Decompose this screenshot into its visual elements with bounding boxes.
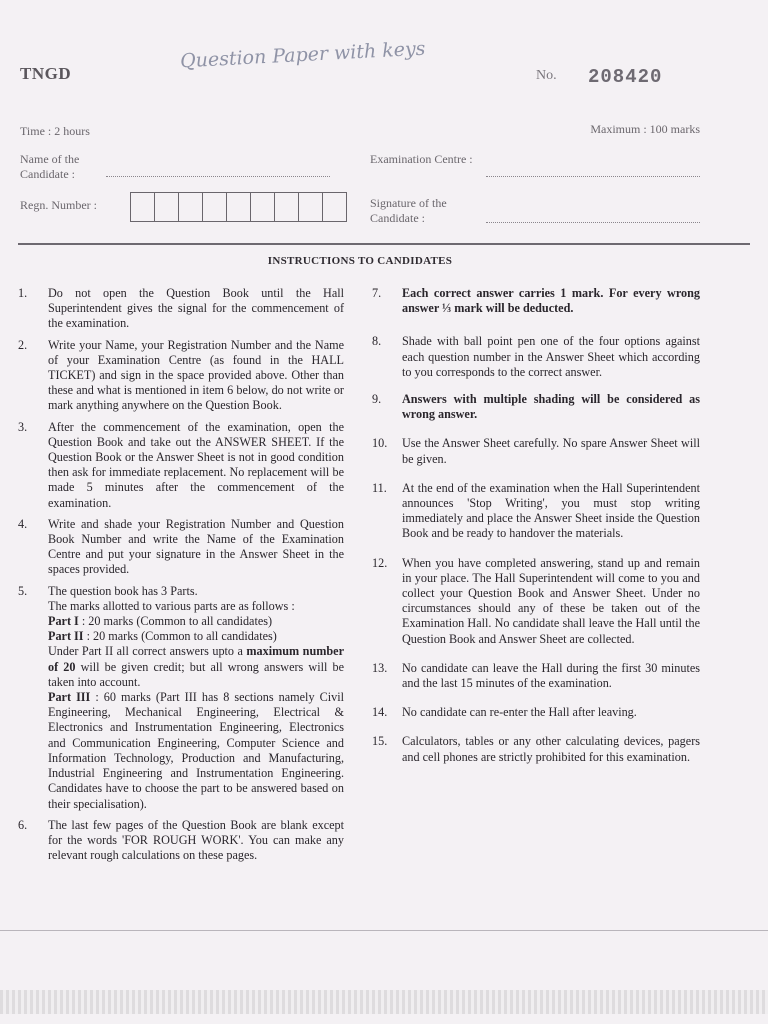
regn-digit-box[interactable]: [203, 193, 227, 221]
exam-centre-field[interactable]: [486, 176, 700, 177]
signature-label: Signature of the Candidate :: [370, 196, 447, 225]
instruction-item: 12. When you have completed answering, stand up and remain in your place. The Hall Superintendent will come to you and collect your Question Book and Answer Sheet. Under no circumstances should any of these be taken out of the Examination Hall. No candidate shall leave the Hall until the Question Book and Answer Sheet are collected.: [372, 555, 700, 646]
instruction-item: 15. Calculators, tables or any other calculating devices, pagers and cell phones are strictly prohibited for this examination.: [372, 734, 700, 764]
maximum-marks: Maximum : 100 marks: [590, 122, 700, 136]
name-label: Name of the Candidate :: [20, 152, 80, 181]
instruction-item-parts: 5. The question book has 3 Parts. The marks allotted to various parts are as follows : Part I : 20 marks (Common to all candidates) Part II : 20 marks (Common to all candidates) Under Part II all correct answers upto a maximum number of 20 will be given credit; but all wrong answers will be taken into account. Part III : 60 marks (Part III has 8 sections namely Civil Engineering, Mechanical Engineering, Electrical & Electronics and Instrumentation Engineering, Electronics and Communication Engineering, Computer Science and Information Technology, Production and Manufacturing, Industrial Engineering and Instrumentation Engineering. Candidates have to choose the part to be answered based on their specialisation).: [18, 583, 344, 811]
regn-digit-box[interactable]: [155, 193, 179, 221]
instruction-item: 11. At the end of the examination when the Hall Superintendent announces 'Stop Writing', you must stop writing immediately and place the Answer Sheet inside the Question Book and be ready to handover the materials.: [372, 480, 700, 541]
instruction-item: 14. No candidate can re-enter the Hall after leaving.: [372, 705, 637, 720]
regn-number-boxes[interactable]: [130, 192, 347, 222]
regn-digit-box[interactable]: [179, 193, 203, 221]
regn-digit-box[interactable]: [323, 193, 346, 221]
regn-digit-box[interactable]: [275, 193, 299, 221]
regn-digit-box[interactable]: [131, 193, 155, 221]
serial-number: 208420: [588, 66, 663, 88]
instruction-item: 3. After the commencement of the examination, open the Question Book and take out the ANSWER SHEET. If the Question Book or the Answer Sheet is not in good condition then ask for immediate replacement. No replacement will be made 5 minutes after the commencement of the examination.: [18, 419, 344, 510]
instruction-item: 7. Each correct answer carries 1 mark. For every wrong answer ⅓ mark will be deducted.: [372, 286, 700, 316]
page-edge-line: [0, 930, 768, 931]
instruction-item: 8. Shade with ball point pen one of the four options against each question number in the Answer Sheet which according to you corresponds to the correct answer.: [372, 334, 700, 379]
time-allowed: Time : 2 hours: [20, 124, 90, 138]
part-1: Part I : 20 marks (Common to all candidates): [48, 614, 273, 629]
regn-digit-box[interactable]: [251, 193, 275, 221]
part-2: Part II : 20 marks (Common to all candidates): [48, 629, 277, 644]
instructions-title: INSTRUCTIONS TO CANDIDATES: [267, 255, 453, 267]
part-2-note: Under Part II all correct answers upto a maximum number of 20 will be given credit; but all wrong answers will be taken into account.: [48, 644, 344, 689]
instruction-item: 9. Answers with multiple shading will be considered as wrong answer.: [372, 392, 700, 422]
signature-field[interactable]: [486, 222, 700, 223]
scan-edge-band: [0, 990, 768, 1014]
parts-intro: The question book has 3 Parts.: [48, 583, 198, 598]
name-field[interactable]: [106, 176, 330, 177]
instruction-item: 2. Write your Name, your Registration Number and the Name of your Examination Centre (as found in the HALL TICKET) and sign in the space provided above. Other than these and what is mentioned in item 6 below, do not write or mark anything anywhere on the Question Book.: [18, 337, 344, 413]
marks-line: The marks allotted to various parts are as follows :: [48, 598, 295, 613]
header-divider: [18, 243, 750, 245]
regn-label: Regn. Number :: [20, 198, 97, 212]
instruction-item: 4. Write and shade your Registration Number and Question Book Number and write the Name of the Examination Centre and put your signature in the Answer Sheet in the spaces provided.: [18, 516, 344, 577]
regn-digit-box[interactable]: [227, 193, 251, 221]
instruction-item: 6. The last few pages of the Question Book are blank except for the words 'FOR ROUGH WORK'. You can make any relevant rough calculations on these pages.: [18, 817, 344, 863]
exam-centre-label: Examination Centre :: [370, 152, 473, 166]
instruction-item: 1. Do not open the Question Book until the Hall Superintendent gives the signal for the commencement of the examination.: [18, 286, 344, 331]
instruction-item: 13. No candidate can leave the Hall during the first 30 minutes and the last 15 minutes of the examination.: [372, 660, 700, 691]
instructions-right-column: [372, 286, 700, 771]
part-3: Part III : 60 marks (Part III has 8 sections namely Civil Engineering, Mechanical Engineering, Electrical & Electronics and Instrumentation Engineering, Electronics and Communication Engineering, Computer Science and Information Technology, Production and Manufacturing, Industrial Engineering and Instrumentation Engineering. Candidates have to choose the part to be answered based on their specialisation).: [48, 690, 344, 811]
paper-code: TNGD: [20, 64, 72, 83]
serial-label: No.: [536, 68, 557, 83]
handwritten-note: Question Paper with keys: [179, 37, 426, 73]
instructions-left-column: [18, 286, 344, 869]
regn-digit-box[interactable]: [299, 193, 323, 221]
instruction-item: 10. Use the Answer Sheet carefully. No spare Answer Sheet will be given.: [372, 436, 700, 466]
